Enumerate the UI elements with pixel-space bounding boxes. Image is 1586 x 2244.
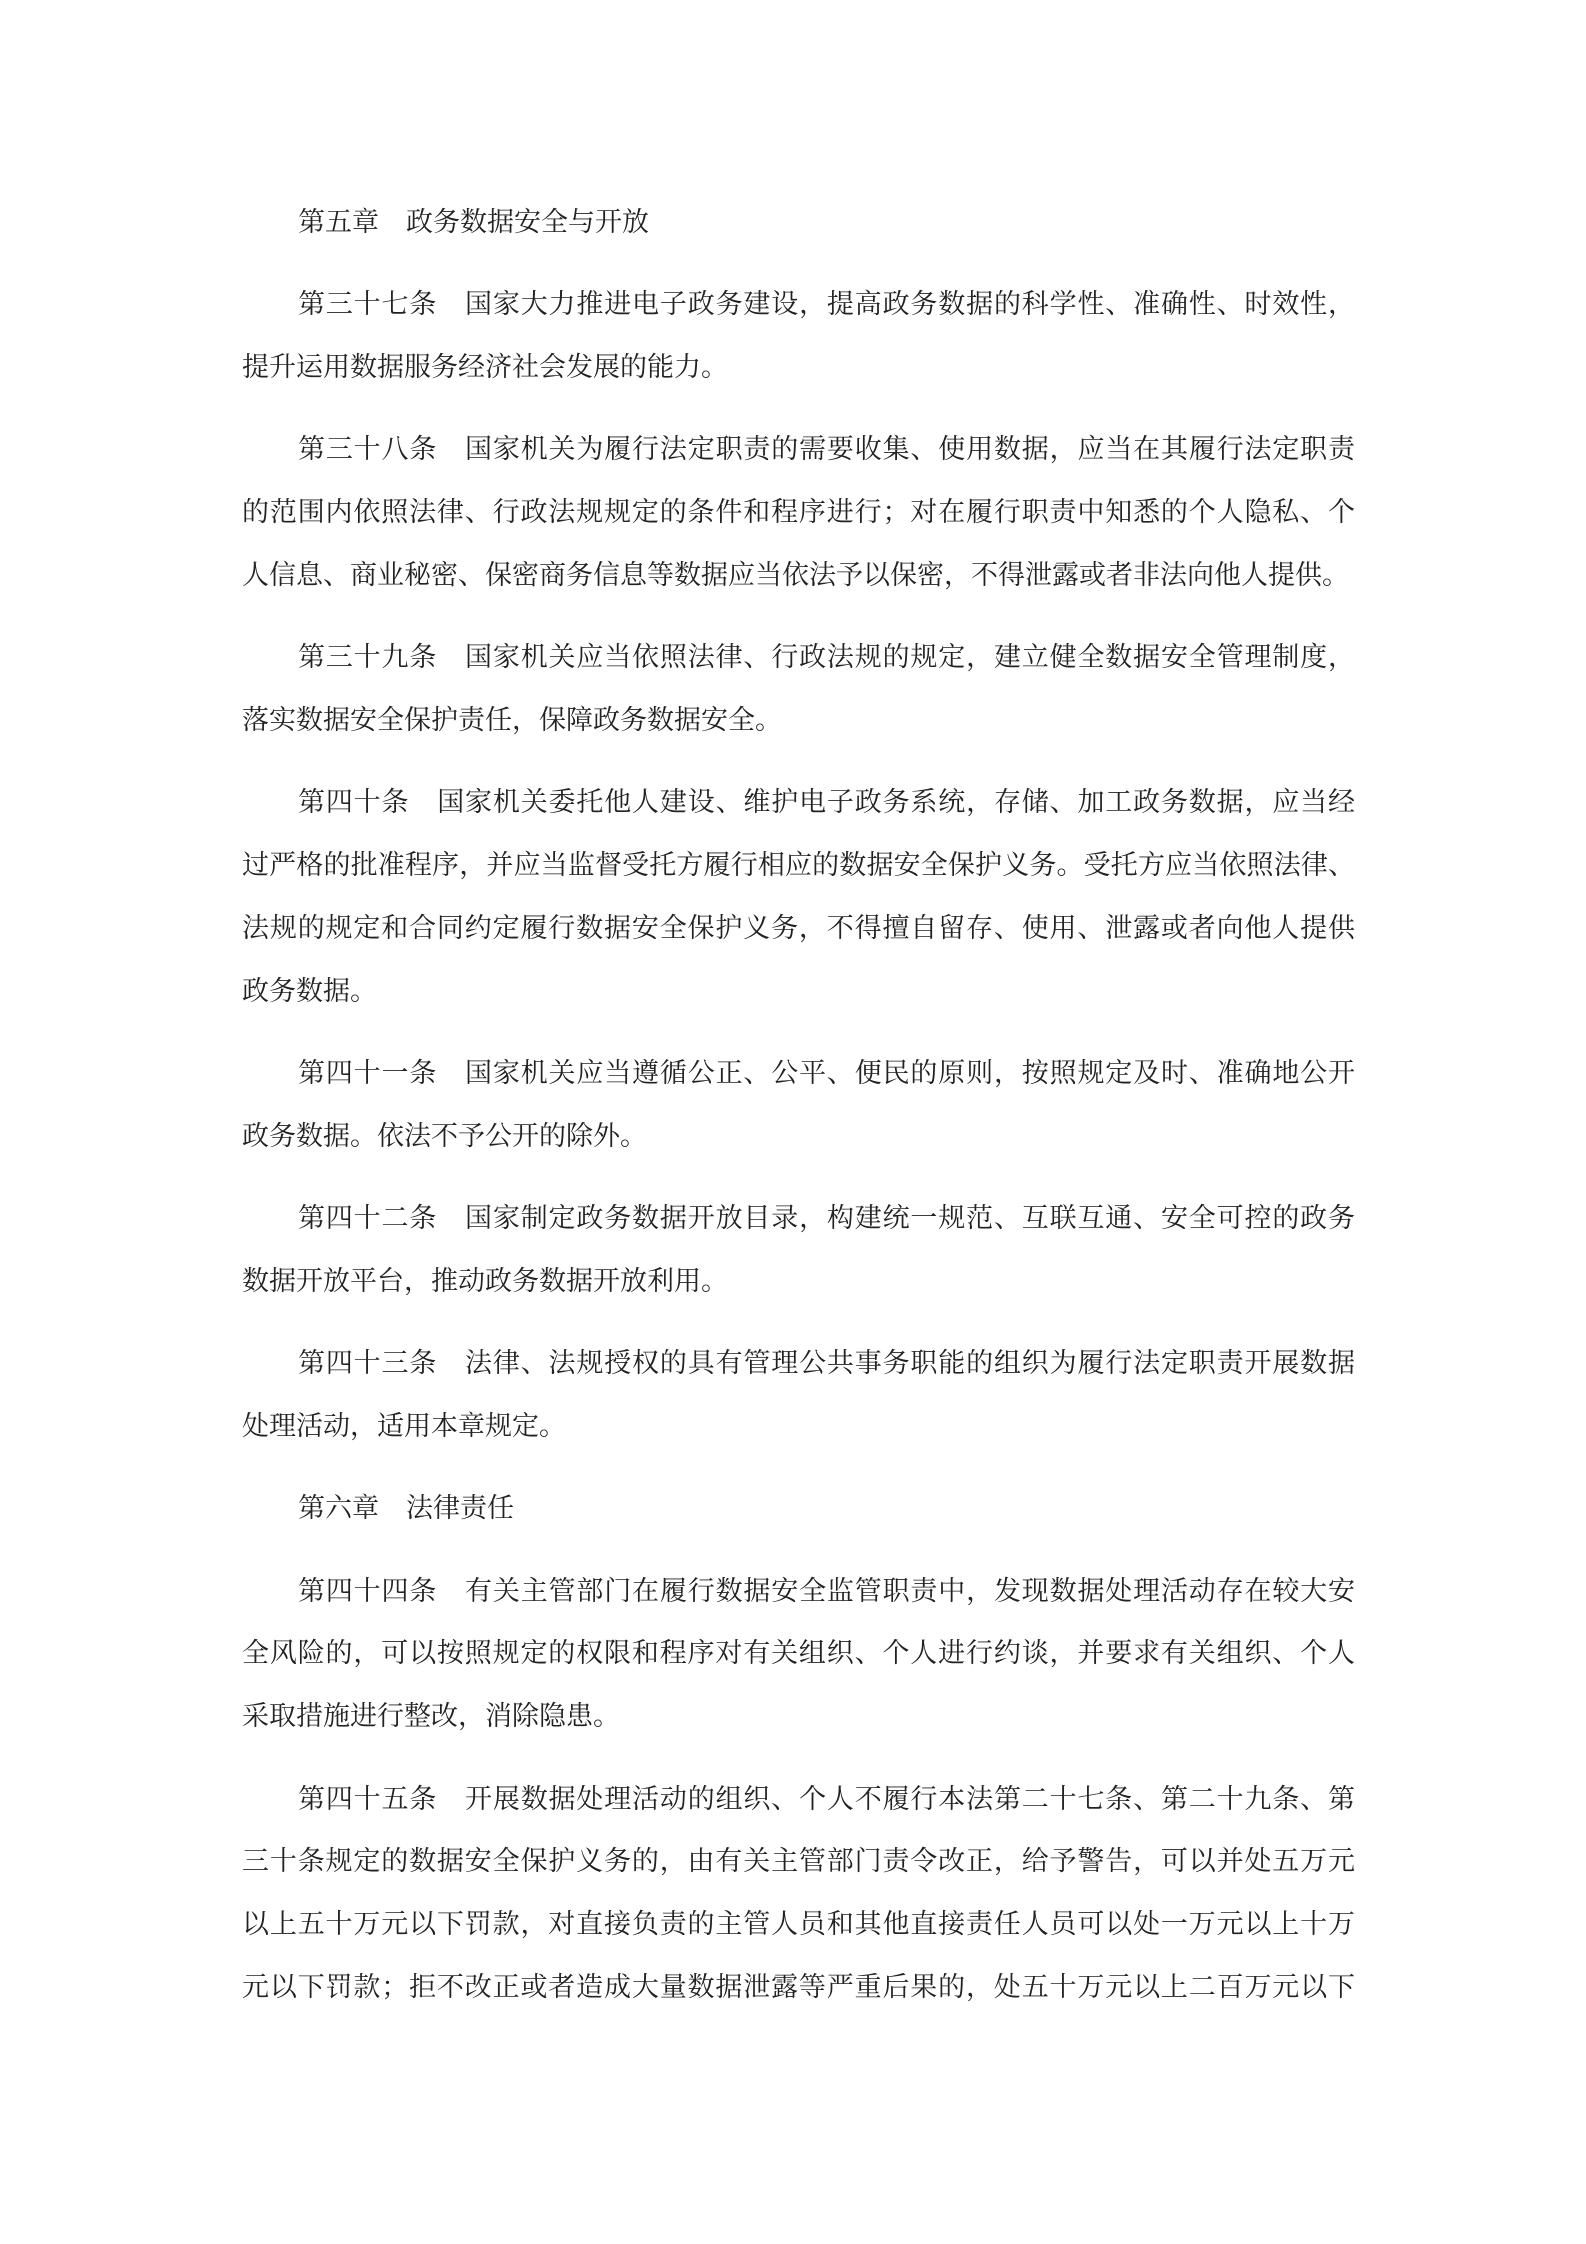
article-paragraph	[242, 627, 1355, 753]
text-line: 政务数据。	[242, 975, 377, 1007]
article-paragraph	[242, 1333, 1355, 1459]
article-paragraph	[242, 1188, 1355, 1314]
article-paragraph	[242, 1561, 1355, 1749]
article-paragraph	[242, 419, 1355, 607]
article-paragraph	[242, 1043, 1355, 1169]
text-line: 处理活动，适用本章规定。	[242, 1411, 566, 1443]
article-paragraph	[242, 274, 1355, 400]
text-line: 全风险的，可以按照规定的权限和程序对有关组织、个人进行约谈，并要求有关组织、个人	[242, 1638, 1355, 1670]
document-page	[242, 192, 1355, 2039]
text-line: 第四十五条 开展数据处理活动的组织、个人不履行本法第二十七条、第二十九条、第	[298, 1783, 1355, 1815]
text-line: 第四十二条 国家制定政务数据开放目录，构建统一规范、互联互通、安全可控的政务	[298, 1203, 1355, 1235]
text-line: 第三十九条 国家机关应当依照法律、行政法规的规定，建立健全数据安全管理制度，	[298, 642, 1355, 674]
text-line: 第六章 法律责任	[298, 1493, 514, 1525]
text-line: 第三十七条 国家大力推进电子政务建设，提高政务数据的科学性、准确性、时效性，	[298, 289, 1355, 321]
text-line: 第三十八条 国家机关为履行法定职责的需要收集、使用数据，应当在其履行法定职责	[298, 434, 1355, 466]
chapter-heading	[242, 192, 1355, 255]
text-line: 第五章 政务数据安全与开放	[298, 207, 649, 238]
text-line: 第四十一条 国家机关应当遵循公正、公平、便民的原则，按照规定及时、准确地公开	[298, 1058, 1355, 1090]
text-line: 元以下罚款；拒不改正或者造成大量数据泄露等严重后果的，处五十万元以上二百万元以下	[242, 1971, 1355, 2003]
text-line: 提升运用数据服务经济社会发展的能力。	[242, 352, 728, 384]
text-line: 三十条规定的数据安全保护义务的，由有关主管部门责令改正，给予警告，可以并处五万元	[242, 1846, 1355, 1878]
text-line: 落实数据安全保护责任，保障政务数据安全。	[242, 705, 782, 737]
text-line: 的范围内依照法律、行政法规规定的条件和程序进行；对在履行职责中知悉的个人隐私、个	[242, 497, 1355, 529]
text-line: 法规的规定和合同约定履行数据安全保护义务，不得擅自留存、使用、泄露或者向他人提供	[242, 912, 1355, 944]
text-line: 数据开放平台，推动政务数据开放利用。	[242, 1265, 728, 1297]
text-line: 第四十四条 有关主管部门在履行数据安全监管职责中，发现数据处理活动存在较大安	[298, 1575, 1355, 1607]
text-line: 过严格的批准程序，并应当监督受托方履行相应的数据安全保护义务。受托方应当依照法律、	[242, 850, 1355, 882]
text-line: 以上五十万元以下罚款，对直接负责的主管人员和其他直接责任人员可以处一万元以上十万	[242, 1909, 1355, 1941]
text-line: 第四十条 国家机关委托他人建设、维护电子政务系统，存储、加工政务数据，应当经	[298, 787, 1355, 819]
text-line: 政务数据。依法不予公开的除外。	[242, 1120, 647, 1152]
chapter-heading	[242, 1478, 1355, 1541]
article-paragraph	[242, 772, 1355, 1023]
article-paragraph	[242, 1769, 1355, 2020]
text-line: 第四十三条 法律、法规授权的具有管理公共事务职能的组织为履行法定职责开展数据	[298, 1348, 1355, 1380]
text-line: 人信息、商业秘密、保密商务信息等数据应当依法予以保密，不得泄露或者非法向他人提供。	[242, 559, 1349, 591]
text-line: 采取措施进行整改，消除隐患。	[242, 1701, 620, 1733]
